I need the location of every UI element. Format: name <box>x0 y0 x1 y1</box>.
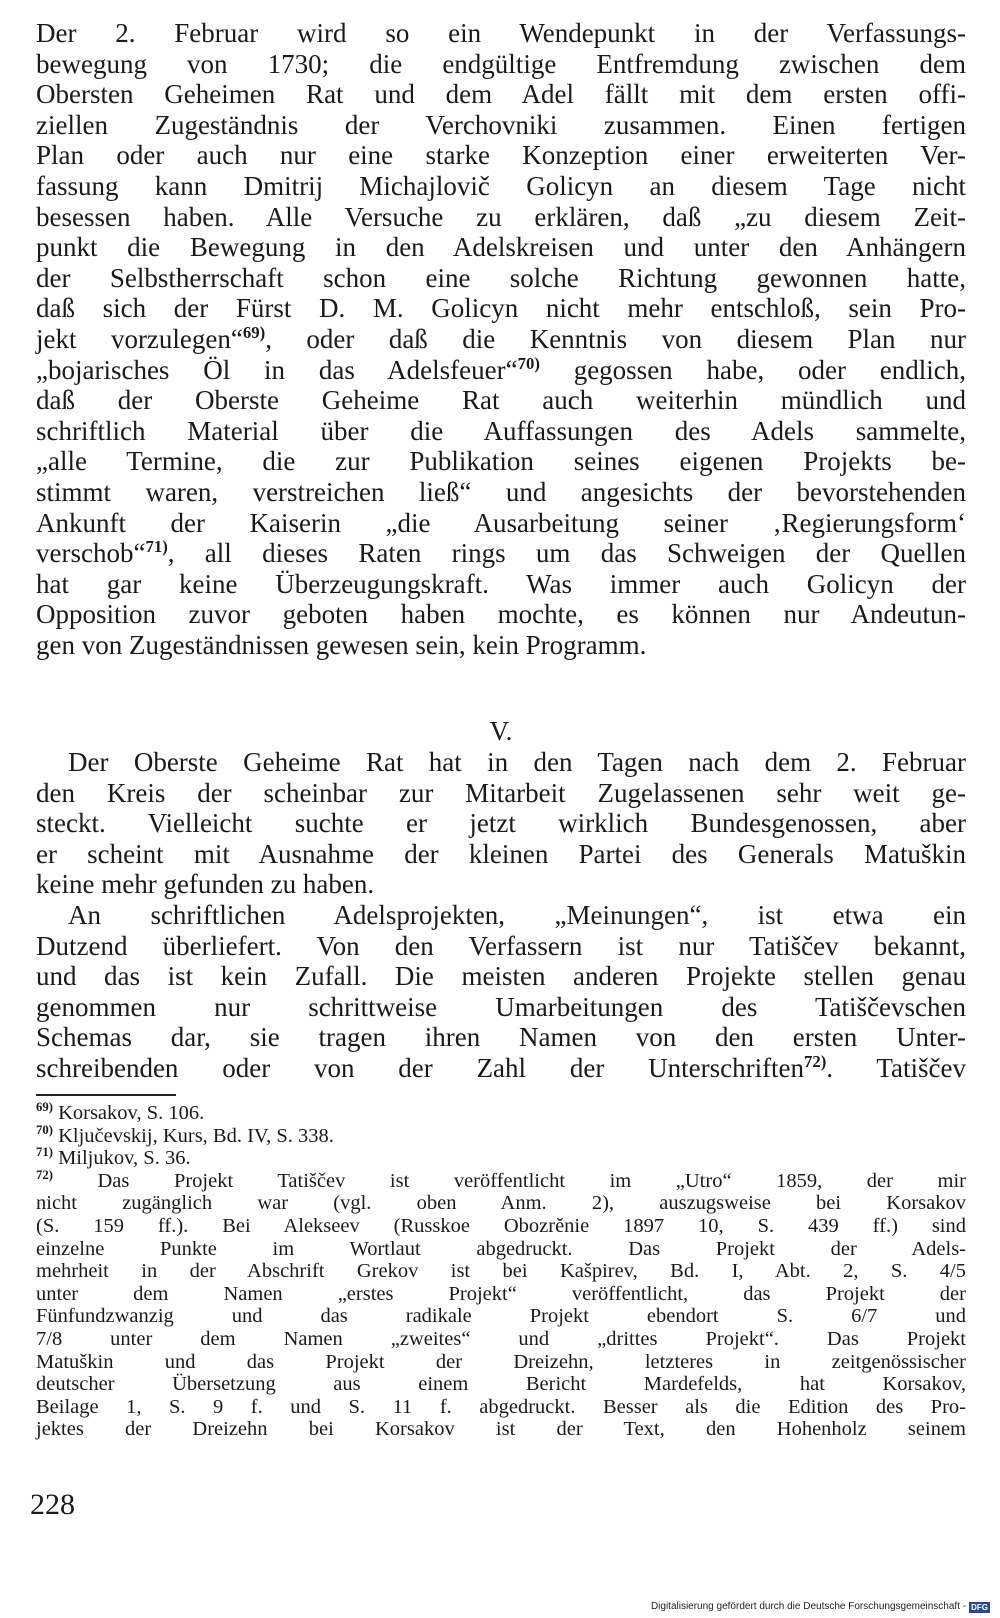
footnote-text: Das Projekt Tatiščev ist veröffentlicht im „Utro“ 1859, der mir <box>97 1169 966 1192</box>
footnote-divider <box>36 1094 176 1096</box>
footnote-line: einzelne Punkte im Wortlaut abgedruckt. Das Projekt der Adels- <box>36 1237 966 1260</box>
footnote-number: 69) <box>36 1100 53 1115</box>
text-line: Ankunft der Kaiserin „die Ausarbeitung seiner ‚Regierungsform‘ <box>36 507 966 538</box>
footnote-number: 71) <box>36 1145 53 1160</box>
text-line: keine mehr gefunden zu haben. <box>36 869 375 900</box>
footnote-line: deutscher Übersetzung aus einem Bericht Mardefelds, hat Korsakov, <box>36 1373 966 1396</box>
text-line <box>36 324 966 355</box>
text-segment: gegossen habe, oder endlich, <box>539 354 966 385</box>
footnote-number: 70) <box>36 1122 53 1137</box>
digitization-credit <box>651 1600 990 1614</box>
footnote-text: Miljukov, S. 36. <box>58 1147 191 1170</box>
footnote-line: mehrheit in der Abschrift Grekov ist bei Kašpirev, Bd. I, Abt. 2, S. 4/5 <box>36 1260 966 1283</box>
text-segment: , oder daß die Kenntnis von diesem Plan nur <box>265 323 966 354</box>
text-line: schriftlich Material über die Auffassungen des Adels sammelte, <box>36 415 966 446</box>
text-line: Opposition zuvor geboten haben mochte, es können nur Andeutun- <box>36 599 966 630</box>
text-line: stimmt waren, verstreichen ließ“ und angesichts der bevorstehenden <box>36 476 966 507</box>
text-line: besessen haben. Alle Versuche zu erklären, daß „zu diesem Zeit- <box>36 201 966 232</box>
text-line: Dutzend überliefert. Von den Verfassern ist nur Tatiščev bekannt, <box>36 930 966 961</box>
footnote-line: (S. 159 ff.). Bei Alekseev (Russkoe Obozrěnie 1897 10, S. 439 ff.) sind <box>36 1214 966 1237</box>
footnote-number: 72) <box>36 1167 53 1182</box>
footnote-ref-69: 69) <box>242 322 266 342</box>
text-line: steckt. Vielleicht suchte er jetzt wirklich Bundesgenossen, aber <box>36 808 966 839</box>
footnote-line: unter dem Namen „erstes Projekt“ veröffentlicht, das Projekt der <box>36 1282 966 1305</box>
dfg-logo: DFG <box>971 1602 988 1612</box>
footnote-line: Fünfundzwanzig und das radikale Projekt ebendort S. 6/7 und <box>36 1305 966 1328</box>
footnote-72 <box>36 1167 966 1193</box>
footnote-ref-70: 70) <box>517 353 540 373</box>
text-segment: „bojarisches Öl in das Adelsfeuer“ <box>36 354 518 385</box>
footnote-line: jektes der Dreizehn bei Korsakov ist der Text, den Hohenholz seinem <box>36 1418 966 1441</box>
text-line <box>36 538 966 569</box>
text-line: den Kreis der scheinbar zur Mitarbeit Zugelassenen sehr weit ge- <box>36 777 966 808</box>
text-line: „alle Termine, die zur Publikation seines eigenen Projekts be- <box>36 446 966 477</box>
text-line: er scheint mit Ausnahme der kleinen Partei des Generals Matuškin <box>36 838 966 869</box>
text-line: daß sich der Fürst D. M. Golicyn nicht mehr entschloß, sein Pro- <box>36 293 966 324</box>
footnote-71 <box>36 1147 966 1170</box>
footnote-70 <box>36 1122 966 1148</box>
footnote-ref-72: 72) <box>804 1051 827 1071</box>
text-segment: jekt vorzulegen“ <box>36 323 243 354</box>
text-line: Der Oberste Geheime Rat hat in den Tagen nach dem 2. Februar <box>68 747 966 777</box>
footnote-text: Ključevskij, Kurs, Bd. IV, S. 338. <box>58 1124 334 1147</box>
text-line: Der 2. Februar wird so ein Wendepunkt in der Verfassungs- <box>36 18 966 48</box>
text-line: und das ist kein Zufall. Die meisten anderen Projekte stellen genau <box>36 961 966 992</box>
text-line: punkt die Bewegung in den Adelskreisen und unter den Anhängern <box>36 232 966 263</box>
section-v-text <box>36 747 966 1084</box>
text-segment: schreibenden oder von der Zahl der Unterschriften <box>36 1052 805 1083</box>
text-line: Obersten Geheimen Rat und dem Adel fällt mit dem ersten offi- <box>36 79 966 110</box>
text-segment: . Tatiščev <box>826 1052 966 1083</box>
text-line: An schriftlichen Adelsprojekten, „Meinungen“, ist etwa ein <box>68 899 966 930</box>
text-line: Schemas dar, sie tragen ihren Namen von den ersten Unter- <box>36 1022 966 1053</box>
credit-text: Digitalisierung gefördert durch die Deutsche Forschungsgemeinschaft - <box>650 1601 967 1612</box>
text-line: Plan oder auch nur eine starke Konzeption einer erweiterten Ver- <box>36 140 966 171</box>
text-line: genommen nur schrittweise Umarbeitungen des Tatiščevschen <box>36 991 966 1022</box>
text-line: gen von Zugeständnissen gewesen sein, kein Programm. <box>36 629 647 660</box>
text-line <box>36 1053 966 1084</box>
page-number: 228 <box>30 1488 75 1521</box>
body-text <box>36 18 966 660</box>
footnote-69 <box>36 1102 966 1125</box>
footnote-ref-71: 71) <box>145 537 168 557</box>
text-line: hat gar keine Überzeugungskraft. Was immer auch Golicyn der <box>36 568 966 599</box>
text-line: bewegung von 1730; die endgültige Entfremdung zwischen dem <box>36 48 966 79</box>
footnote-line: Beilage 1, S. 9 f. und S. 11 f. abgedruckt. Besser als die Edition des Pro- <box>36 1395 966 1418</box>
footnote-line: nicht zugänglich war (vgl. oben Anm. 2), auszugsweise bei Korsakov <box>36 1192 966 1215</box>
text-segment: , all dieses Raten rings um das Schweigen der Quellen <box>167 538 966 569</box>
text-line <box>36 355 966 386</box>
text-line: ziellen Zugeständnis der Verchovniki zusammen. Einen fertigen <box>36 109 966 140</box>
footnote-text: Korsakov, S. 106. <box>58 1102 205 1124</box>
footnotes <box>36 1102 966 1441</box>
text-line: fassung kann Dmitrij Michajlovič Golicyn an diesem Tage nicht <box>36 170 966 201</box>
footnote-line: Matuškin und das Projekt der Dreizehn, letzteres in zeitgenössischer <box>36 1350 966 1373</box>
text-segment: verschob“ <box>36 538 146 569</box>
section-heading: V. <box>489 716 513 746</box>
text-line: der Selbstherrschaft schon eine solche Richtung gewonnen hatte, <box>36 262 966 293</box>
text-line: daß der Oberste Geheime Rat auch weiterhin mündlich und <box>36 385 966 416</box>
footnote-line: 7/8 unter dem Namen „zweites“ und „drittes Projekt“. Das Projekt <box>36 1327 966 1350</box>
